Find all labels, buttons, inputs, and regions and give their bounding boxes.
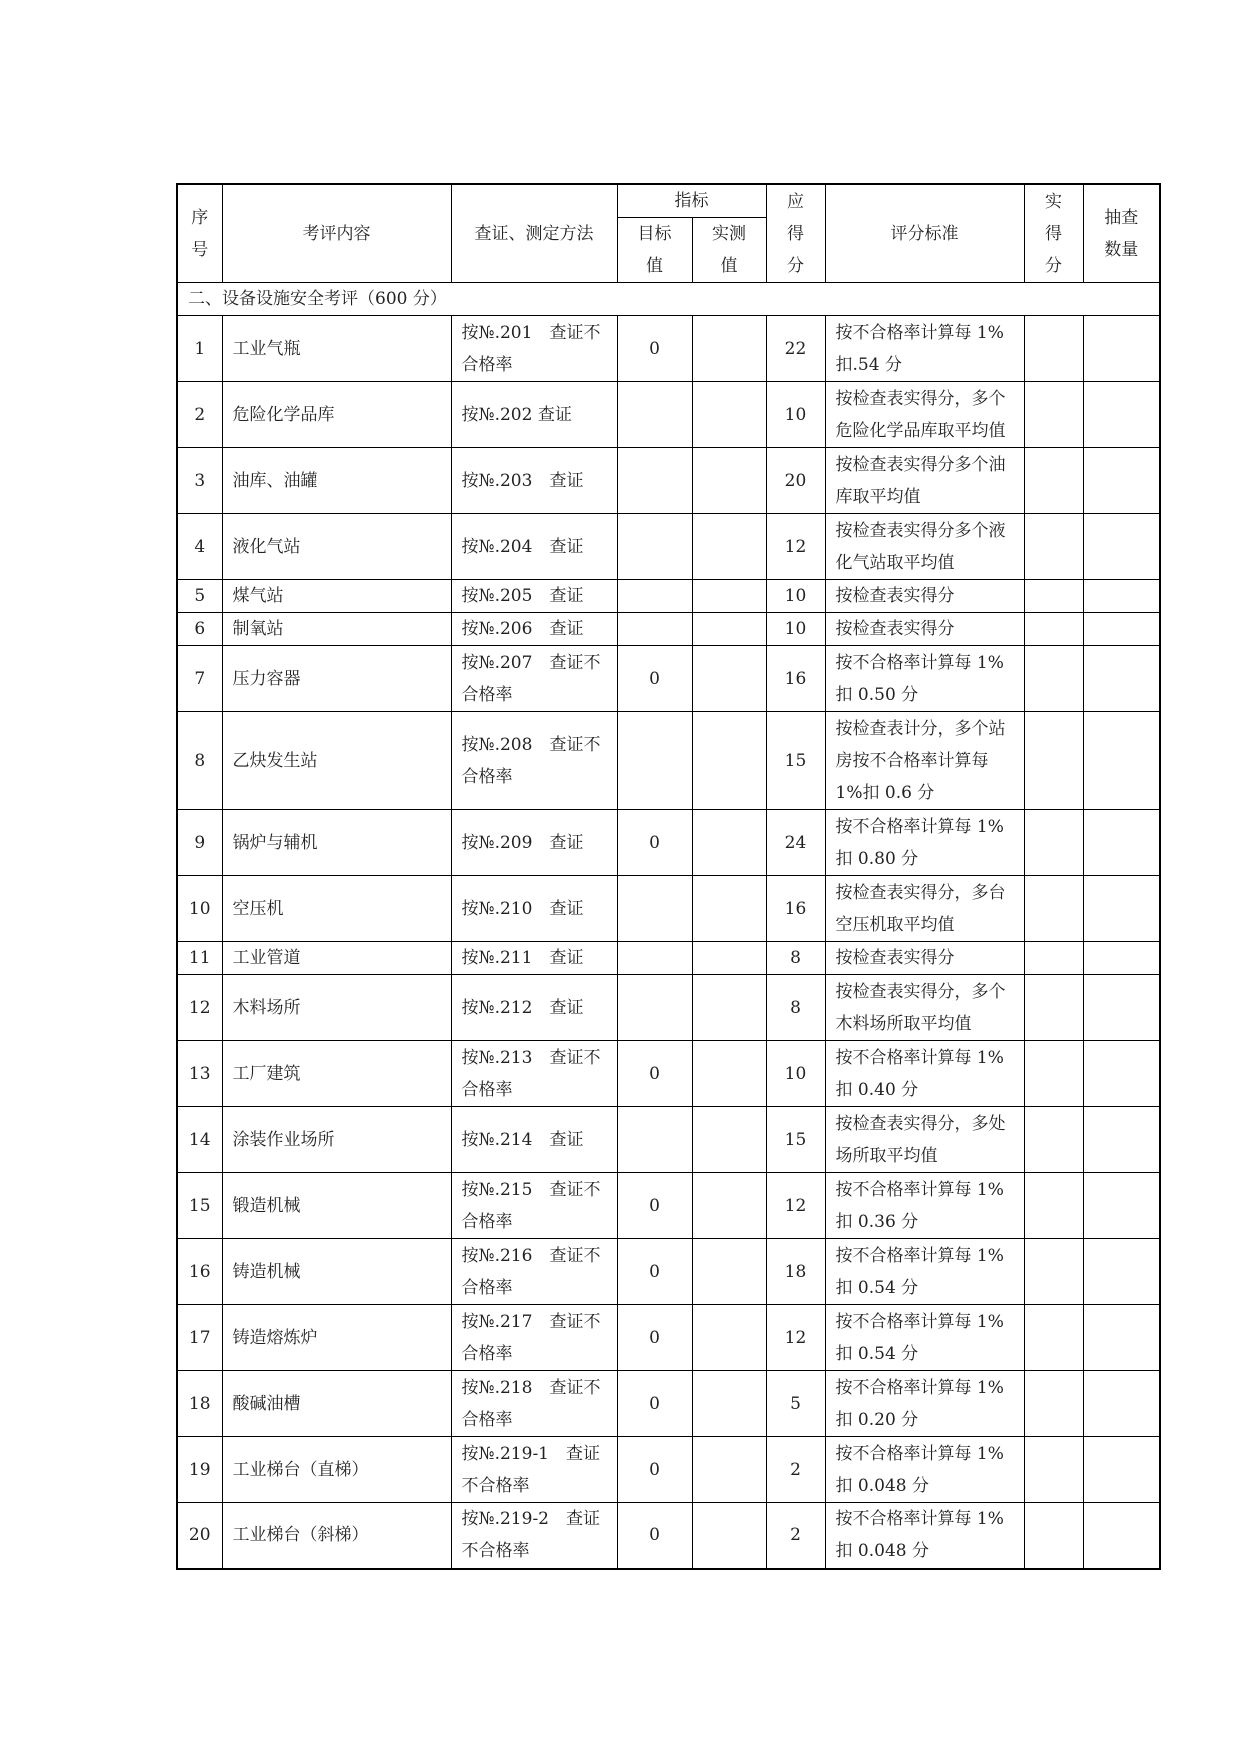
cell-sample xyxy=(1083,316,1160,382)
cell-actual-score xyxy=(1024,876,1083,942)
cell-content: 压力容器 xyxy=(222,646,451,712)
cell-actual-score xyxy=(1024,1437,1083,1503)
cell-actual-score xyxy=(1024,514,1083,580)
cell-actual-score xyxy=(1024,1503,1083,1569)
header-criteria: 评分标准 xyxy=(825,184,1024,283)
cell-no: 19 xyxy=(177,1437,222,1503)
cell-no: 7 xyxy=(177,646,222,712)
cell-criteria: 按不合格率计算每 1%扣 0.40 分 xyxy=(825,1041,1024,1107)
section-row xyxy=(177,283,1160,316)
cell-actual-score xyxy=(1024,1305,1083,1371)
cell-sample xyxy=(1083,1371,1160,1437)
cell-no: 1 xyxy=(177,316,222,382)
cell-method: 按№.219-1 查证不合格率 xyxy=(451,1437,617,1503)
header-measured xyxy=(692,218,766,283)
cell-criteria: 按检查表实得分多个液化气站取平均值 xyxy=(825,514,1024,580)
cell-measured xyxy=(692,1041,766,1107)
cell-content: 空压机 xyxy=(222,876,451,942)
cell-method: 按№.209 查证 xyxy=(451,810,617,876)
table-row xyxy=(177,1173,1160,1239)
cell-sample xyxy=(1083,876,1160,942)
cell-actual-score xyxy=(1024,316,1083,382)
cell-target: 0 xyxy=(617,1173,692,1239)
cell-actual-score xyxy=(1024,1107,1083,1173)
cell-content: 油库、油罐 xyxy=(222,448,451,514)
header-actual-score xyxy=(1024,184,1083,283)
cell-target: 0 xyxy=(617,1437,692,1503)
cell-target: 0 xyxy=(617,1305,692,1371)
cell-target xyxy=(617,876,692,942)
cell-score: 24 xyxy=(766,810,825,876)
cell-method: 按№.215 查证不合格率 xyxy=(451,1173,617,1239)
cell-method: 按№.202 查证 xyxy=(451,382,617,448)
cell-no: 8 xyxy=(177,712,222,810)
cell-criteria: 按检查表实得分，多个危险化学品库取平均值 xyxy=(825,382,1024,448)
section-title: 二、设备设施安全考评（600 分） xyxy=(177,283,1160,316)
cell-measured xyxy=(692,1371,766,1437)
cell-method: 按№.208 查证不合格率 xyxy=(451,712,617,810)
cell-actual-score xyxy=(1024,1239,1083,1305)
cell-score: 10 xyxy=(766,580,825,613)
cell-actual-score xyxy=(1024,712,1083,810)
header-measured-label: 实测值 xyxy=(712,224,746,276)
cell-target: 0 xyxy=(617,810,692,876)
cell-no: 18 xyxy=(177,1371,222,1437)
cell-no: 11 xyxy=(177,942,222,975)
table-row xyxy=(177,1437,1160,1503)
table-row xyxy=(177,1107,1160,1173)
cell-method: 按№.207 查证不合格率 xyxy=(451,646,617,712)
cell-criteria: 按不合格率计算每 1%扣 0.54 分 xyxy=(825,1305,1024,1371)
cell-content: 铸造熔炼炉 xyxy=(222,1305,451,1371)
cell-score: 15 xyxy=(766,712,825,810)
cell-sample xyxy=(1083,1173,1160,1239)
cell-content: 涂装作业场所 xyxy=(222,1107,451,1173)
cell-no: 13 xyxy=(177,1041,222,1107)
cell-content: 酸碱油槽 xyxy=(222,1371,451,1437)
cell-score: 8 xyxy=(766,975,825,1041)
cell-score: 18 xyxy=(766,1239,825,1305)
assessment-table xyxy=(176,183,1161,1570)
cell-sample xyxy=(1083,382,1160,448)
cell-actual-score xyxy=(1024,580,1083,613)
cell-sample xyxy=(1083,580,1160,613)
cell-measured xyxy=(692,1107,766,1173)
table-row xyxy=(177,316,1160,382)
cell-score: 20 xyxy=(766,448,825,514)
cell-criteria: 按检查表实得分，多台空压机取平均值 xyxy=(825,876,1024,942)
cell-method: 按№.210 查证 xyxy=(451,876,617,942)
cell-content: 液化气站 xyxy=(222,514,451,580)
table-row xyxy=(177,514,1160,580)
cell-target xyxy=(617,975,692,1041)
cell-target: 0 xyxy=(617,1041,692,1107)
cell-method: 按№.214 查证 xyxy=(451,1107,617,1173)
header-target xyxy=(617,218,692,283)
cell-actual-score xyxy=(1024,942,1083,975)
table-row xyxy=(177,580,1160,613)
header-target-label: 目标值 xyxy=(637,224,672,276)
cell-no: 10 xyxy=(177,876,222,942)
cell-content: 锅炉与辅机 xyxy=(222,810,451,876)
header-row-top xyxy=(177,184,1160,218)
cell-no: 15 xyxy=(177,1173,222,1239)
cell-actual-score xyxy=(1024,810,1083,876)
cell-criteria: 按不合格率计算每 1%扣 0.54 分 xyxy=(825,1239,1024,1305)
cell-content: 工厂建筑 xyxy=(222,1041,451,1107)
header-content: 考评内容 xyxy=(222,184,451,283)
cell-content: 制氧站 xyxy=(222,613,451,646)
cell-content: 工业管道 xyxy=(222,942,451,975)
cell-method: 按№.219-2 查证不合格率 xyxy=(451,1503,617,1569)
cell-criteria: 按不合格率计算每 1%扣 0.048 分 xyxy=(825,1437,1024,1503)
cell-no: 3 xyxy=(177,448,222,514)
cell-measured xyxy=(692,646,766,712)
cell-no: 4 xyxy=(177,514,222,580)
cell-measured xyxy=(692,580,766,613)
cell-sample xyxy=(1083,1107,1160,1173)
table-row xyxy=(177,712,1160,810)
cell-content: 木料场所 xyxy=(222,975,451,1041)
cell-actual-score xyxy=(1024,646,1083,712)
header-sample-label: 抽查数量 xyxy=(1104,207,1139,260)
table-row xyxy=(177,1371,1160,1437)
cell-sample xyxy=(1083,810,1160,876)
cell-score: 12 xyxy=(766,1305,825,1371)
table-row xyxy=(177,448,1160,514)
cell-content: 工业气瓶 xyxy=(222,316,451,382)
cell-score: 10 xyxy=(766,382,825,448)
cell-sample xyxy=(1083,712,1160,810)
cell-criteria: 按不合格率计算每 1%扣 0.80 分 xyxy=(825,810,1024,876)
cell-content: 乙炔发生站 xyxy=(222,712,451,810)
cell-score: 16 xyxy=(766,646,825,712)
cell-no: 14 xyxy=(177,1107,222,1173)
cell-measured xyxy=(692,1239,766,1305)
cell-target: 0 xyxy=(617,1239,692,1305)
cell-measured xyxy=(692,514,766,580)
cell-measured xyxy=(692,1437,766,1503)
cell-method: 按№.206 查证 xyxy=(451,613,617,646)
cell-no: 5 xyxy=(177,580,222,613)
cell-target: 0 xyxy=(617,1503,692,1569)
cell-sample xyxy=(1083,1041,1160,1107)
cell-actual-score xyxy=(1024,448,1083,514)
cell-score: 2 xyxy=(766,1437,825,1503)
header-method: 查证、测定方法 xyxy=(451,184,617,283)
cell-criteria: 按不合格率计算每 1%扣 0.20 分 xyxy=(825,1371,1024,1437)
table-row xyxy=(177,1041,1160,1107)
header-sample xyxy=(1083,184,1160,283)
cell-actual-score xyxy=(1024,975,1083,1041)
table-body xyxy=(177,283,1160,1569)
cell-score: 22 xyxy=(766,316,825,382)
cell-score: 8 xyxy=(766,942,825,975)
cell-no: 12 xyxy=(177,975,222,1041)
cell-method: 按№.216 查证不合格率 xyxy=(451,1239,617,1305)
cell-target: 0 xyxy=(617,646,692,712)
cell-content: 铸造机械 xyxy=(222,1239,451,1305)
cell-no: 2 xyxy=(177,382,222,448)
table-row xyxy=(177,876,1160,942)
cell-content: 煤气站 xyxy=(222,580,451,613)
cell-measured xyxy=(692,382,766,448)
cell-actual-score xyxy=(1024,1041,1083,1107)
cell-method: 按№.213 查证不合格率 xyxy=(451,1041,617,1107)
cell-content: 工业梯台（斜梯） xyxy=(222,1503,451,1569)
cell-criteria: 按检查表实得分 xyxy=(825,580,1024,613)
cell-sample xyxy=(1083,646,1160,712)
cell-measured xyxy=(692,876,766,942)
header-due-score xyxy=(766,184,825,283)
cell-content: 危险化学品库 xyxy=(222,382,451,448)
cell-measured xyxy=(692,712,766,810)
cell-actual-score xyxy=(1024,1371,1083,1437)
cell-score: 5 xyxy=(766,1371,825,1437)
header-seq-label: 序号 xyxy=(191,207,209,260)
table-row xyxy=(177,382,1160,448)
table-row xyxy=(177,1503,1160,1569)
header-seq xyxy=(177,184,222,283)
table-row xyxy=(177,975,1160,1041)
cell-sample xyxy=(1083,1503,1160,1569)
cell-target xyxy=(617,514,692,580)
cell-score: 10 xyxy=(766,613,825,646)
cell-score: 10 xyxy=(766,1041,825,1107)
cell-no: 9 xyxy=(177,810,222,876)
cell-target xyxy=(617,942,692,975)
cell-actual-score xyxy=(1024,1173,1083,1239)
header-actual-score-label: 实得分 xyxy=(1045,191,1062,276)
cell-criteria: 按不合格率计算每 1%扣 0.50 分 xyxy=(825,646,1024,712)
cell-criteria: 按检查表实得分 xyxy=(825,942,1024,975)
cell-method: 按№.217 查证不合格率 xyxy=(451,1305,617,1371)
cell-target xyxy=(617,448,692,514)
cell-method: 按№.218 查证不合格率 xyxy=(451,1371,617,1437)
cell-measured xyxy=(692,1503,766,1569)
cell-score: 2 xyxy=(766,1503,825,1569)
cell-method: 按№.211 查证 xyxy=(451,942,617,975)
cell-target xyxy=(617,382,692,448)
cell-content: 锻造机械 xyxy=(222,1173,451,1239)
cell-target: 0 xyxy=(617,316,692,382)
cell-actual-score xyxy=(1024,382,1083,448)
cell-content: 工业梯台（直梯） xyxy=(222,1437,451,1503)
cell-method: 按№.203 查证 xyxy=(451,448,617,514)
table-row xyxy=(177,810,1160,876)
table-row xyxy=(177,1305,1160,1371)
cell-measured xyxy=(692,1173,766,1239)
cell-measured xyxy=(692,942,766,975)
table-row xyxy=(177,942,1160,975)
cell-score: 16 xyxy=(766,876,825,942)
cell-sample xyxy=(1083,1437,1160,1503)
cell-measured xyxy=(692,975,766,1041)
cell-target xyxy=(617,712,692,810)
cell-criteria: 按不合格率计算每 1%扣.54 分 xyxy=(825,316,1024,382)
header-due-score-label: 应得分 xyxy=(787,191,804,276)
cell-measured xyxy=(692,613,766,646)
cell-criteria: 按检查表实得分多个油库取平均值 xyxy=(825,448,1024,514)
cell-no: 20 xyxy=(177,1503,222,1569)
cell-measured xyxy=(692,448,766,514)
cell-criteria: 按检查表实得分 xyxy=(825,613,1024,646)
cell-score: 12 xyxy=(766,514,825,580)
cell-target xyxy=(617,1107,692,1173)
header-indicator: 指标 xyxy=(617,184,766,218)
cell-criteria: 按检查表计分，多个站房按不合格率计算每 1%扣 0.6 分 xyxy=(825,712,1024,810)
cell-actual-score xyxy=(1024,613,1083,646)
cell-sample xyxy=(1083,448,1160,514)
cell-target: 0 xyxy=(617,1371,692,1437)
cell-sample xyxy=(1083,613,1160,646)
cell-target xyxy=(617,580,692,613)
table-row xyxy=(177,646,1160,712)
cell-criteria: 按检查表实得分，多个木料场所取平均值 xyxy=(825,975,1024,1041)
cell-method: 按№.201 查证不合格率 xyxy=(451,316,617,382)
cell-no: 17 xyxy=(177,1305,222,1371)
table-row xyxy=(177,613,1160,646)
cell-method: 按№.212 查证 xyxy=(451,975,617,1041)
cell-sample xyxy=(1083,942,1160,975)
cell-criteria: 按不合格率计算每 1%扣 0.36 分 xyxy=(825,1173,1024,1239)
cell-score: 12 xyxy=(766,1173,825,1239)
cell-sample xyxy=(1083,514,1160,580)
cell-method: 按№.205 查证 xyxy=(451,580,617,613)
table-row xyxy=(177,1239,1160,1305)
cell-measured xyxy=(692,1305,766,1371)
cell-score: 15 xyxy=(766,1107,825,1173)
cell-measured xyxy=(692,810,766,876)
cell-measured xyxy=(692,316,766,382)
cell-sample xyxy=(1083,1305,1160,1371)
cell-method: 按№.204 查证 xyxy=(451,514,617,580)
cell-no: 6 xyxy=(177,613,222,646)
cell-target xyxy=(617,613,692,646)
cell-criteria: 按检查表实得分，多处场所取平均值 xyxy=(825,1107,1024,1173)
cell-no: 16 xyxy=(177,1239,222,1305)
cell-sample xyxy=(1083,1239,1160,1305)
cell-sample xyxy=(1083,975,1160,1041)
cell-criteria: 按不合格率计算每 1%扣 0.048 分 xyxy=(825,1503,1024,1569)
